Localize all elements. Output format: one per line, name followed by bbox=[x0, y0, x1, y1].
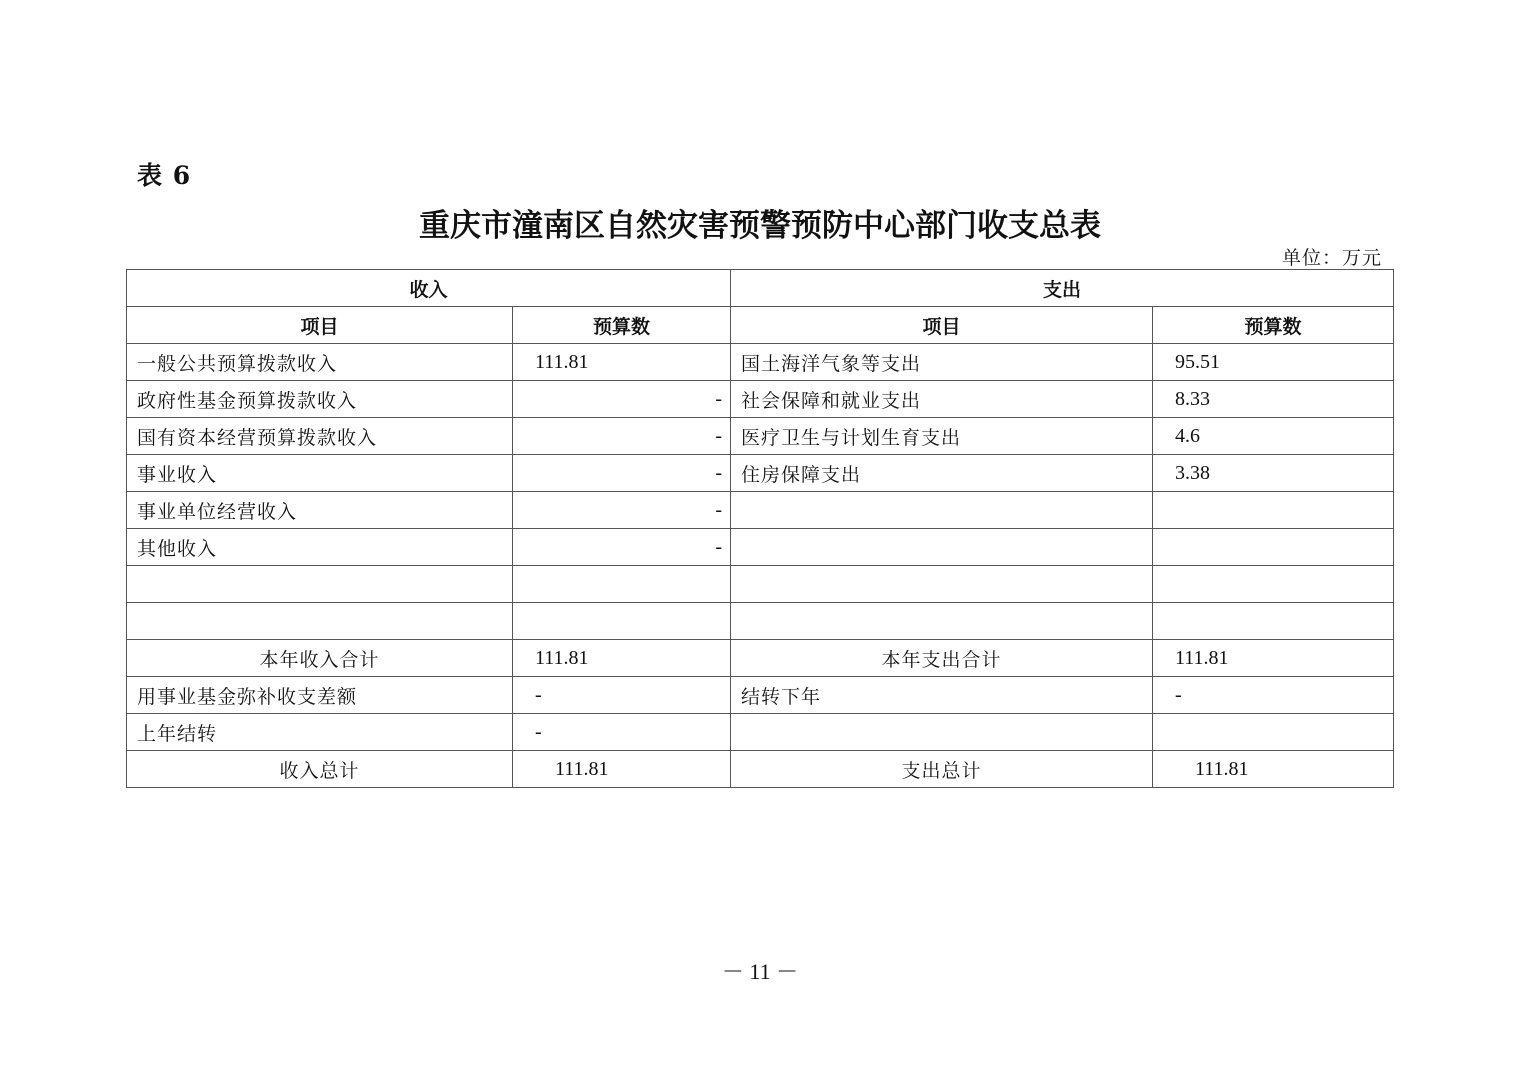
expense-value: 3.38 bbox=[1153, 455, 1394, 492]
empty-cell bbox=[1153, 566, 1394, 603]
empty-cell bbox=[127, 603, 513, 640]
income-value: - bbox=[513, 529, 731, 566]
expense-value bbox=[1153, 529, 1394, 566]
expense-item: 结转下年 bbox=[731, 677, 1153, 714]
income-item: 事业单位经营收入 bbox=[127, 492, 513, 529]
empty-row bbox=[127, 603, 1394, 640]
expense-item bbox=[731, 492, 1153, 529]
expense-item: 国土海洋气象等支出 bbox=[731, 344, 1153, 381]
income-budget-header: 预算数 bbox=[513, 307, 731, 344]
expense-value bbox=[1153, 492, 1394, 529]
table-row bbox=[127, 492, 1394, 529]
empty-cell bbox=[731, 603, 1153, 640]
income-item: 其他收入 bbox=[127, 529, 513, 566]
income-section-header: 收入 bbox=[127, 270, 731, 307]
expense-item: 社会保障和就业支出 bbox=[731, 381, 1153, 418]
column-header-row bbox=[127, 307, 1394, 344]
income-item: 事业收入 bbox=[127, 455, 513, 492]
expense-value bbox=[1153, 714, 1394, 751]
expense-total-value: 111.81 bbox=[1153, 751, 1394, 788]
income-item: 一般公共预算拨款收入 bbox=[127, 344, 513, 381]
table-row bbox=[127, 714, 1394, 751]
empty-cell bbox=[513, 566, 731, 603]
expense-budget-header: 预算数 bbox=[1153, 307, 1394, 344]
income-item: 用事业基金弥补收支差额 bbox=[127, 677, 513, 714]
income-value: - bbox=[513, 714, 731, 751]
expense-item bbox=[731, 714, 1153, 751]
income-value: - bbox=[513, 677, 731, 714]
empty-cell bbox=[731, 566, 1153, 603]
table-row bbox=[127, 418, 1394, 455]
income-value: 111.81 bbox=[513, 344, 731, 381]
expense-value: 8.33 bbox=[1153, 381, 1394, 418]
expense-value: 4.6 bbox=[1153, 418, 1394, 455]
income-value: - bbox=[513, 418, 731, 455]
income-total-label: 收入总计 bbox=[127, 751, 513, 788]
expense-section-header: 支出 bbox=[731, 270, 1394, 307]
income-total-value: 111.81 bbox=[513, 751, 731, 788]
page-number: － 11 － bbox=[721, 959, 799, 984]
budget-summary-table bbox=[126, 269, 1394, 788]
expense-item: 住房保障支出 bbox=[731, 455, 1153, 492]
income-value: - bbox=[513, 455, 731, 492]
expense-subtotal-label: 本年支出合计 bbox=[731, 640, 1153, 677]
empty-row bbox=[127, 566, 1394, 603]
expense-subtotal-value: 111.81 bbox=[1153, 640, 1394, 677]
subtotal-row bbox=[127, 640, 1394, 677]
income-value: - bbox=[513, 492, 731, 529]
expense-value: 95.51 bbox=[1153, 344, 1394, 381]
page-title: 重庆市潼南区自然灾害预警预防中心部门收支总表 bbox=[419, 208, 1101, 244]
expense-item-header: 项目 bbox=[731, 307, 1153, 344]
expense-item bbox=[731, 529, 1153, 566]
expense-item: 医疗卫生与计划生育支出 bbox=[731, 418, 1153, 455]
table-number-label: 表 6 bbox=[137, 161, 192, 190]
income-item: 政府性基金预算拨款收入 bbox=[127, 381, 513, 418]
unit-note: 单位：万元 bbox=[1281, 247, 1382, 269]
income-subtotal-label: 本年收入合计 bbox=[127, 640, 513, 677]
income-item: 上年结转 bbox=[127, 714, 513, 751]
empty-cell bbox=[513, 603, 731, 640]
empty-cell bbox=[127, 566, 513, 603]
expense-value: - bbox=[1153, 677, 1394, 714]
total-row bbox=[127, 751, 1394, 788]
section-header-row bbox=[127, 270, 1394, 307]
income-value: - bbox=[513, 381, 731, 418]
table-row bbox=[127, 344, 1394, 381]
income-item-header: 项目 bbox=[127, 307, 513, 344]
table-row bbox=[127, 529, 1394, 566]
income-subtotal-value: 111.81 bbox=[513, 640, 731, 677]
table-row bbox=[127, 455, 1394, 492]
table-row bbox=[127, 381, 1394, 418]
empty-cell bbox=[1153, 603, 1394, 640]
table-row bbox=[127, 677, 1394, 714]
expense-total-label: 支出总计 bbox=[731, 751, 1153, 788]
income-item: 国有资本经营预算拨款收入 bbox=[127, 418, 513, 455]
